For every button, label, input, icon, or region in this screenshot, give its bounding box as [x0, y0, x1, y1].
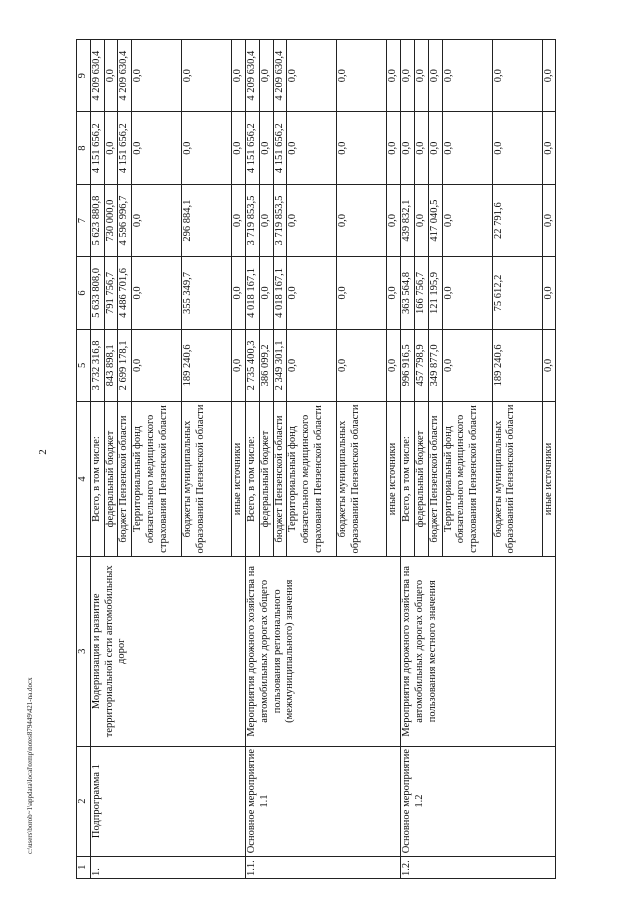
funding-source: Всего, в том числе: [401, 402, 415, 557]
amount-cell: 0,0 [259, 112, 273, 184]
amount-cell: 2 699 178,1 [118, 329, 132, 401]
funding-source: Всего, в том числе: [90, 402, 104, 557]
amount-cell: 0,0 [259, 257, 273, 329]
amount-cell: 4 018 167,1 [245, 257, 259, 329]
amount-cell: 4 209 630,4 [90, 40, 104, 112]
rotated-table-container [76, 39, 611, 879]
amount-cell: 0,0 [232, 40, 246, 112]
amount-cell: 121 195,9 [428, 257, 442, 329]
amount-cell: 0,0 [104, 40, 118, 112]
amount-cell: 4 018 167,1 [273, 257, 287, 329]
amount-cell: 0,0 [337, 329, 387, 401]
amount-cell: 0,0 [442, 40, 492, 112]
amount-cell: 0,0 [414, 184, 428, 256]
amount-cell: 0,0 [132, 112, 182, 184]
amount-cell: 0,0 [132, 329, 182, 401]
amount-cell: 417 040,5 [428, 184, 442, 256]
col-header: 6 [77, 257, 91, 329]
funding-source: Территориальный фонд обязательного медицинского страхования Пензенской области [132, 402, 182, 557]
funding-source: иные источники [232, 402, 246, 557]
amount-cell: 0,0 [428, 112, 442, 184]
amount-cell: 0,0 [414, 40, 428, 112]
funding-source: бюджеты муниципальных образований Пензенской области [337, 402, 387, 557]
funding-source: иные источники [542, 402, 556, 557]
amount-cell: 0,0 [387, 257, 401, 329]
amount-cell: 0,0 [542, 184, 556, 256]
amount-cell: 4 596 996,7 [118, 184, 132, 256]
amount-cell: 0,0 [287, 112, 337, 184]
amount-cell: 296 884,1 [182, 184, 232, 256]
amount-cell: 3 719 853,5 [273, 184, 287, 256]
funding-source: федеральный бюджет [414, 402, 428, 557]
amount-cell: 3 719 853,5 [245, 184, 259, 256]
col-header: 5 [77, 329, 91, 401]
amount-cell: 355 349,7 [182, 257, 232, 329]
amount-cell: 457 798,9 [414, 329, 428, 401]
amount-cell: 4 209 630,4 [273, 40, 287, 112]
amount-cell: 0,0 [387, 40, 401, 112]
program-kind: Основное мероприятие 1.2 [401, 746, 556, 856]
amount-cell: 4 151 656,2 [273, 112, 287, 184]
amount-cell: 0,0 [232, 329, 246, 401]
table-row [90, 40, 104, 879]
amount-cell: 730 000,0 [104, 184, 118, 256]
row-number: 1.1. [245, 856, 400, 878]
amount-cell: 0,0 [492, 40, 542, 112]
funding-source: федеральный бюджет [259, 402, 273, 557]
program-title: Модернизация и развитие территориальной сети автомобильных дорог [90, 556, 245, 746]
page-number: 2 [36, 449, 49, 455]
row-number: 1. [90, 856, 245, 878]
amount-cell: 0,0 [401, 40, 415, 112]
amount-cell: 4 486 701,6 [118, 257, 132, 329]
amount-cell: 2 349 301,1 [273, 329, 287, 401]
amount-cell: 0,0 [287, 184, 337, 256]
amount-cell: 791 756,7 [104, 257, 118, 329]
funding-source: бюджет Пензенской области [273, 402, 287, 557]
amount-cell: 4 151 656,2 [90, 112, 104, 184]
amount-cell: 0,0 [387, 184, 401, 256]
amount-cell: 0,0 [387, 329, 401, 401]
amount-cell: 22 791,6 [492, 184, 542, 256]
amount-cell: 0,0 [337, 257, 387, 329]
amount-cell: 0,0 [387, 112, 401, 184]
amount-cell: 4 209 630,4 [245, 40, 259, 112]
table-row [401, 40, 415, 879]
funding-source: бюджеты муниципальных образований Пензенской области [182, 402, 232, 557]
amount-cell: 0,0 [414, 112, 428, 184]
amount-cell: 0,0 [182, 112, 232, 184]
amount-cell: 3 732 316,8 [90, 329, 104, 401]
footer-file-path: c:\users\borob~1\appdata\local\temp\notes879449\421-na.docx [26, 677, 34, 854]
program-kind: Подпрограмма 1 [90, 746, 245, 856]
amount-cell: 4 151 656,2 [245, 112, 259, 184]
col-header: 8 [77, 112, 91, 184]
amount-cell: 996 916,5 [401, 329, 415, 401]
amount-cell: 0,0 [132, 257, 182, 329]
amount-cell: 0,0 [442, 329, 492, 401]
amount-cell: 363 564,8 [401, 257, 415, 329]
amount-cell: 0,0 [401, 112, 415, 184]
funding-table [76, 39, 556, 879]
amount-cell: 0,0 [182, 40, 232, 112]
row-number: 1.2. [401, 856, 556, 878]
amount-cell: 0,0 [542, 329, 556, 401]
amount-cell: 0,0 [287, 257, 337, 329]
amount-cell: 0,0 [132, 184, 182, 256]
amount-cell: 0,0 [428, 40, 442, 112]
amount-cell: 0,0 [542, 257, 556, 329]
amount-cell: 349 877,0 [428, 329, 442, 401]
amount-cell: 0,0 [492, 112, 542, 184]
funding-source: Всего, в том числе: [245, 402, 259, 557]
amount-cell: 0,0 [104, 112, 118, 184]
col-header: 2 [77, 746, 91, 856]
amount-cell: 2 735 400,3 [245, 329, 259, 401]
amount-cell: 843 898,1 [104, 329, 118, 401]
amount-cell: 0,0 [287, 40, 337, 112]
amount-cell: 75 612,2 [492, 257, 542, 329]
amount-cell: 189 240,6 [182, 329, 232, 401]
amount-cell: 4 209 630,4 [118, 40, 132, 112]
amount-cell: 0,0 [442, 257, 492, 329]
amount-cell: 166 756,7 [414, 257, 428, 329]
col-header: 4 [77, 402, 91, 557]
amount-cell: 0,0 [337, 184, 387, 256]
funding-source: бюджет Пензенской области [118, 402, 132, 557]
table-body [90, 40, 556, 879]
amount-cell: 0,0 [287, 329, 337, 401]
amount-cell: 0,0 [442, 184, 492, 256]
amount-cell: 0,0 [542, 40, 556, 112]
amount-cell: 4 151 656,2 [118, 112, 132, 184]
funding-source: бюджеты муниципальных образований Пензенской области [492, 402, 542, 557]
amount-cell: 189 240,6 [492, 329, 542, 401]
amount-cell: 439 832,1 [401, 184, 415, 256]
program-kind: Основное мероприятие 1.1 [245, 746, 400, 856]
funding-source: Территориальный фонд обязательного медицинского страхования Пензенской области [442, 402, 492, 557]
amount-cell: 0,0 [132, 40, 182, 112]
funding-source: Территориальный фонд обязательного медицинского страхования Пензенской области [287, 402, 337, 557]
program-title: Мероприятия дорожного хозяйства на автомобильных дорогах общего пользования местного значения [401, 556, 556, 746]
header-row [77, 40, 91, 879]
funding-source: федеральный бюджет [104, 402, 118, 557]
amount-cell: 0,0 [232, 112, 246, 184]
amount-cell: 0,0 [259, 40, 273, 112]
col-header: 9 [77, 40, 91, 112]
program-title: Мероприятия дорожного хозяйства на автомобильных дорогах общего пользования регионального (межмуниципального) значения [245, 556, 400, 746]
amount-cell: 0,0 [442, 112, 492, 184]
amount-cell: 0,0 [337, 40, 387, 112]
amount-cell: 386 099,2 [259, 329, 273, 401]
amount-cell: 0,0 [337, 112, 387, 184]
table-row [245, 40, 259, 879]
col-header: 7 [77, 184, 91, 256]
amount-cell: 0,0 [232, 257, 246, 329]
col-header: 1 [77, 856, 91, 878]
funding-source: иные источники [387, 402, 401, 557]
funding-source: бюджет Пензенской области [428, 402, 442, 557]
col-header: 3 [77, 556, 91, 746]
amount-cell: 0,0 [232, 184, 246, 256]
amount-cell: 5 633 808,0 [90, 257, 104, 329]
amount-cell: 0,0 [542, 112, 556, 184]
amount-cell: 5 623 880,8 [90, 184, 104, 256]
amount-cell: 0,0 [259, 184, 273, 256]
